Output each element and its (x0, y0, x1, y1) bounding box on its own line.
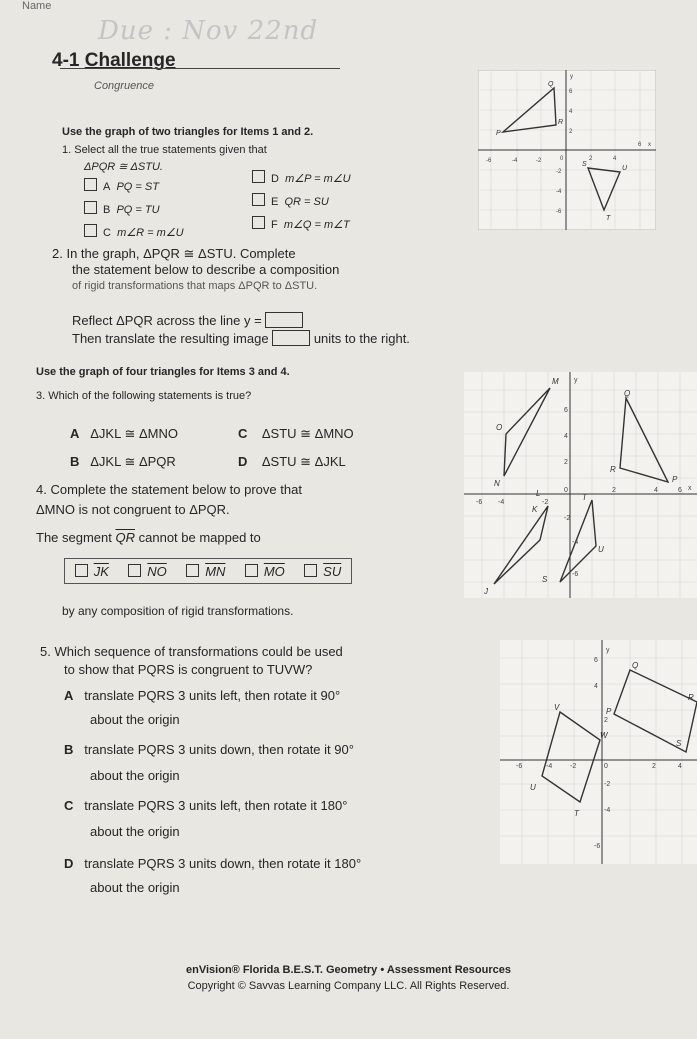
g3-xtick: 0 (604, 763, 608, 770)
items-3-4-intro: Use the graph of four triangles for Items 3 and 4. (36, 366, 290, 378)
g3-ytick: 2 (604, 717, 608, 724)
g1-label-u: U (622, 165, 628, 172)
g2-xtick: 0 (564, 487, 568, 494)
q4-line-1: 4. Complete the statement below to prove that (36, 482, 302, 497)
g1-label-r: R (558, 119, 564, 126)
q5-option-c-cont: about the origin (90, 824, 180, 839)
g1-axis-y-label: y (570, 74, 573, 80)
q1-option-f[interactable]: F m∠Q = m∠T (252, 216, 350, 231)
g2-xtick: -4 (498, 499, 505, 506)
q4-end: by any composition of rigid transformations. (62, 604, 294, 618)
g1-xtick: 2 (589, 156, 593, 162)
g3-ytick: -2 (604, 781, 611, 788)
answer-box-units[interactable] (272, 330, 310, 346)
g3-axis-y-label: y (606, 647, 610, 654)
checkbox[interactable] (84, 178, 97, 191)
segment-choice-su[interactable]: $\overline{SU}$ (304, 564, 341, 579)
footer-copyright: Copyright © Savvas Learning Company LLC. All Rights Reserved. (187, 980, 510, 992)
g3-label-u: U (530, 783, 536, 792)
graph-2 (464, 372, 697, 598)
q5-option-a-cont: about the origin (90, 712, 180, 727)
g2-label-m: M (552, 377, 559, 386)
g2-label-j: J (484, 587, 488, 596)
q1-option-c[interactable]: C m∠R = m∠U (84, 224, 184, 239)
g3-label-p: P (606, 707, 612, 716)
checkbox[interactable] (252, 216, 265, 229)
g2-label-t: T (582, 493, 587, 502)
g3-ytick: 4 (594, 683, 598, 690)
g3-label-q: Q (632, 661, 639, 670)
q2-reflect-line: Reflect ΔPQR across the line y = (72, 312, 303, 328)
g2-xtick: 6 (678, 487, 682, 494)
g3-ytick: 6 (594, 657, 598, 664)
g1-label-s: S (582, 161, 587, 168)
g1-axis-x-label: x (648, 142, 651, 148)
g1-xtick: 6 (638, 142, 642, 148)
g1-xtick: -2 (536, 158, 542, 164)
g2-label-r: R (610, 465, 616, 474)
q5-option-d-cont: about the origin (90, 880, 180, 895)
checkbox[interactable] (84, 224, 97, 237)
g2-xtick: 4 (654, 487, 658, 494)
q2-line-1: 2. In the graph, ΔPQR ≅ ΔSTU. Complete (52, 246, 296, 261)
g3-ytick: -4 (604, 807, 611, 814)
graph-1 (478, 70, 656, 230)
g2-label-s: S (542, 575, 548, 584)
q3-option-b[interactable]: B ΔJKL ≅ ΔPQR (70, 454, 176, 469)
g1-ytick: 2 (569, 129, 573, 135)
g2-ytick: 6 (564, 407, 568, 414)
g2-axis-x-label: x (688, 485, 692, 492)
q5-line-2: to show that PQRS is congruent to TUVW? (64, 662, 313, 677)
due-note: Due : Nov 22nd (98, 16, 319, 46)
g2-label-l: L (536, 489, 541, 498)
segment-choice-mn[interactable]: $\overline{MN}$ (186, 564, 225, 579)
g2-ytick: 4 (564, 433, 568, 440)
q2-line-2: the statement below to describe a composition (72, 262, 340, 277)
g2-label-n: N (494, 479, 500, 488)
g2-label-q: Q (624, 389, 631, 398)
g3-xtick: -4 (546, 763, 553, 770)
answer-box-y[interactable] (265, 312, 303, 328)
q1-option-d[interactable]: D m∠P = m∠U (252, 170, 351, 185)
g2-label-k: K (532, 505, 538, 514)
segment-choice-no[interactable]: $\overline{NO}$ (128, 564, 167, 579)
g2-ytick: -2 (564, 515, 571, 522)
q5-option-d[interactable]: D translate PQRS 3 units down, then rotate it 180° (64, 856, 362, 871)
g3-ytick: -6 (594, 843, 601, 850)
q5-line-1: 5. Which sequence of transformations could be used (40, 644, 343, 659)
g3-label-s: S (676, 739, 682, 748)
lesson-title: Challenge (84, 50, 176, 71)
segment-choice-mo[interactable]: $\overline{MO}$ (245, 564, 285, 579)
g3-label-v: V (554, 703, 560, 712)
g1-xtick: 4 (613, 156, 617, 162)
g2-xtick: -6 (476, 499, 483, 506)
footer-title: enVision® Florida B.E.S.T. Geometry • Assessment Resources (186, 964, 511, 976)
q5-option-b-cont: about the origin (90, 768, 180, 783)
segment-choices (64, 558, 352, 584)
g1-label-t: T (606, 215, 611, 222)
checkbox[interactable] (84, 201, 97, 214)
q1-given: ΔPQR ≅ ΔSTU. (84, 161, 163, 173)
g3-xtick: -2 (570, 763, 577, 770)
lesson-number: 4-1 (52, 50, 80, 71)
g3-xtick: -6 (516, 763, 523, 770)
q1-text: 1. Select all the true statements given that (62, 144, 267, 156)
g2-axis-y-label: y (574, 377, 578, 384)
g1-ytick: -6 (556, 209, 562, 215)
g1-xtick: 0 (560, 156, 564, 162)
g1-ytick: -2 (556, 169, 562, 175)
lesson-subtitle: Congruence (94, 80, 154, 92)
q3-option-c[interactable]: C ΔSTU ≅ ΔMNO (238, 426, 354, 441)
g2-ytick: -6 (572, 571, 579, 578)
g1-xtick: -6 (486, 158, 492, 164)
checkbox[interactable] (252, 193, 265, 206)
g3-label-r: R (688, 693, 694, 702)
title-rule (60, 68, 340, 69)
g1-xtick: -4 (512, 158, 518, 164)
q2-translate-line: Then translate the resulting image units to the right. (72, 331, 410, 346)
name-label: Name (22, 0, 52, 12)
segment-choice-jk[interactable]: $\overline{JK}$ (75, 564, 109, 579)
q5-option-a[interactable]: A translate PQRS 3 units left, then rotate it 90° (64, 688, 341, 703)
items-1-2-intro: Use the graph of two triangles for Items 1 and 2. (62, 126, 314, 138)
g1-label-q: Q (548, 81, 554, 88)
q5-option-c[interactable]: C translate PQRS 3 units left, then rotate it 180° (64, 798, 348, 813)
g1-ytick: 4 (569, 109, 573, 115)
g3-label-w: W (600, 731, 608, 740)
g2-label-p: P (672, 475, 678, 484)
q1-option-b[interactable]: B PQ = TU (84, 201, 160, 216)
graph-3 (500, 640, 697, 864)
q4-segment-line: The segment $\overline{QR}$ cannot be mapped to (36, 530, 261, 545)
q1-option-e[interactable]: E QR = SU (252, 193, 329, 208)
q5-option-b[interactable]: B translate PQRS 3 units down, then rotate it 90° (64, 742, 354, 757)
g3-xtick: 4 (678, 763, 682, 770)
checkbox[interactable] (252, 170, 265, 183)
q2-line-3: of rigid transformations that maps ΔPQR to ΔSTU. (72, 280, 318, 292)
g2-ytick: 2 (564, 459, 568, 466)
q3-option-a[interactable]: A ΔJKL ≅ ΔMNO (70, 426, 178, 441)
g2-label-o: O (496, 423, 503, 432)
g1-ytick: -4 (556, 189, 562, 195)
g1-ytick: 6 (569, 89, 573, 95)
g3-xtick: 2 (652, 763, 656, 770)
g1-label-p: P (496, 130, 501, 137)
g2-xtick: -2 (542, 499, 549, 506)
g3-label-t: T (574, 809, 579, 818)
q4-line-2: ΔMNO is not congruent to ΔPQR. (36, 502, 230, 517)
q3-text: 3. Which of the following statements is true? (36, 390, 252, 402)
q1-option-a[interactable]: A PQ = ST (84, 178, 159, 193)
g2-label-u: U (598, 545, 604, 554)
g2-xtick: 2 (612, 487, 616, 494)
q3-option-d[interactable]: D ΔSTU ≅ ΔJKL (238, 454, 346, 469)
g2-ytick: -4 (572, 539, 579, 546)
